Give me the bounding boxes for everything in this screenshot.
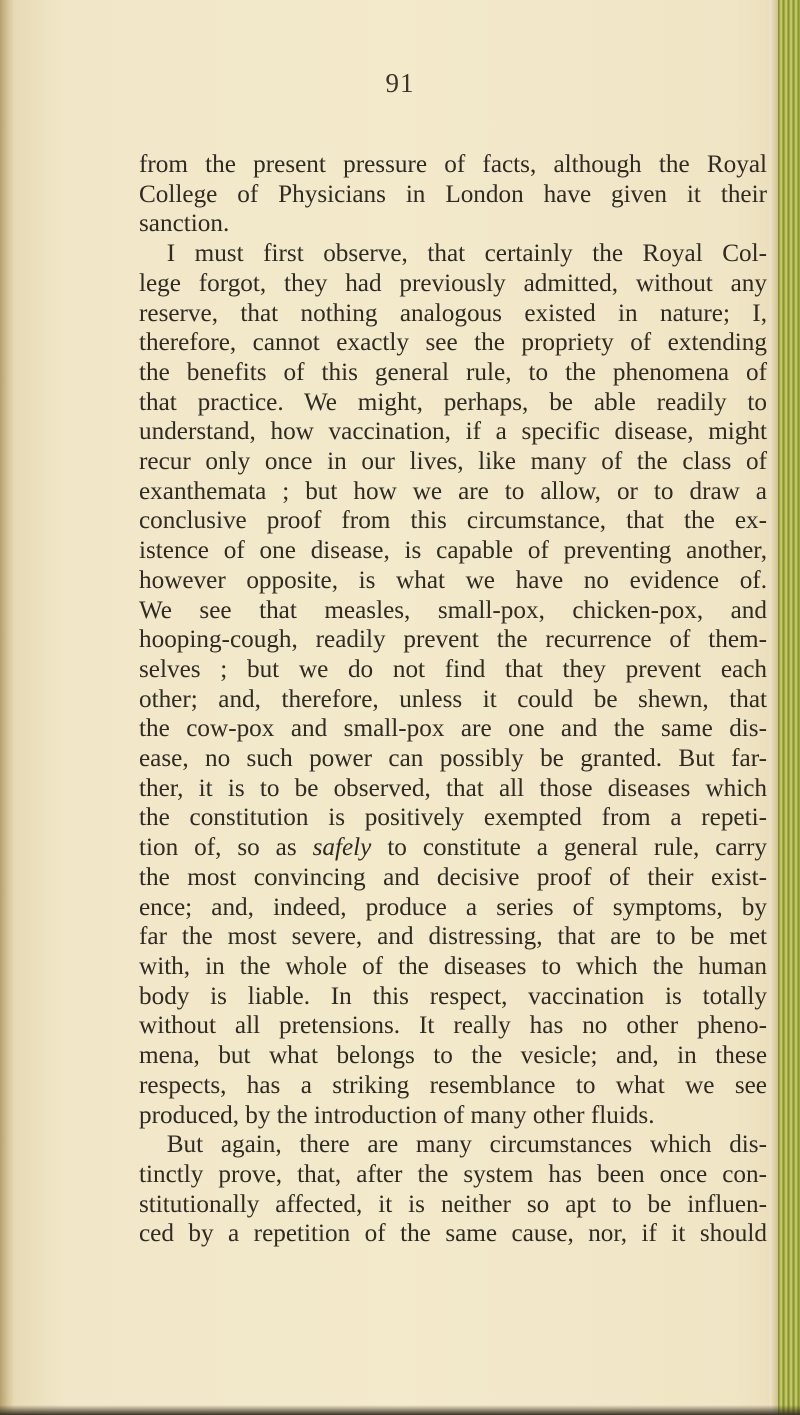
text-line: istence of one disease, is capable of preventing another, <box>139 537 767 565</box>
text-line: lege forgot, they had previously admitted, without any <box>139 269 767 297</box>
text-line: ease, no such power can possibly be granted. But far- <box>139 745 767 773</box>
bottom-shadow <box>0 1405 800 1415</box>
text-line: from the present pressure of facts, although the Royal <box>139 151 767 178</box>
text-line: College of Physicians in London have given it their <box>139 180 767 208</box>
text-line: the most convincing and decisive proof of their exist- <box>139 863 767 891</box>
page-number: 91 <box>385 68 415 98</box>
text-line: recur only once in our lives, like many of the class of <box>139 448 767 476</box>
text-line: the cow-pox and small-pox are one and the same dis- <box>139 715 767 743</box>
text-line: the constitution is positively exempted from a repeti- <box>139 804 767 832</box>
text-line: sanction. <box>139 210 230 238</box>
text-line: hooping-cough, readily prevent the recurrence of them- <box>139 626 767 654</box>
text-segment: to constitute a general rule, carry <box>371 834 768 862</box>
body-text <box>139 150 767 1249</box>
text-line: stitutionally affected, it is neither so apt to be influen- <box>139 1190 767 1218</box>
text-line: tinctly prove, that, after the system has been once con- <box>139 1160 767 1188</box>
text-line: conclusive proof from this circumstance, that the ex- <box>139 507 767 535</box>
text-line <box>139 833 767 863</box>
text-segment: tion of, so as <box>139 834 313 862</box>
text-line: selves ; but we do not find that they prevent each <box>139 655 767 683</box>
text-line: understand, how vaccination, if a specific disease, might <box>139 418 767 446</box>
text-line: I must first observe, that certainly the Royal Col- <box>166 240 767 268</box>
text-line: with, in the whole of the diseases to which the human <box>139 952 767 980</box>
text-line: without all pretensions. It really has no other pheno- <box>139 1012 767 1040</box>
text-line: other; and, therefore, unless it could be shewn, that <box>139 685 767 713</box>
text-line: mena, but what belongs to the vesicle; and, in these <box>139 1042 767 1070</box>
text-line: respects, has a striking resemblance to what we see <box>139 1071 767 1099</box>
text-line: produced, by the introduction of many other fluids. <box>139 1101 655 1129</box>
text-line: ced by a repetition of the same cause, nor, if it should <box>139 1220 767 1248</box>
text-line: the benefits of this general rule, to the phenomena of <box>139 358 767 386</box>
emphasized-word: safely <box>312 834 372 862</box>
text-line: body is liable. In this respect, vaccination is totally <box>139 982 767 1010</box>
page-edge-shadow <box>770 0 778 1415</box>
book-edge-binding <box>778 0 800 1415</box>
text-line: ther, it is to be observed, that all those diseases which <box>139 774 767 802</box>
text-line: reserve, that nothing analogous existed in nature; I, <box>139 299 767 327</box>
page-gutter <box>0 0 14 1415</box>
text-line: that practice. We might, perhaps, be able readily to <box>139 388 767 416</box>
text-line: exanthemata ; but how we are to allow, or to draw a <box>139 477 767 505</box>
text-line: therefore, cannot exactly see the propriety of extending <box>139 329 767 357</box>
text-line: however opposite, is what we have no evidence of. <box>139 566 767 594</box>
text-line: But again, there are many circumstances which dis- <box>166 1131 767 1159</box>
text-line: far the most severe, and distressing, that are to be met <box>139 923 767 951</box>
text-line: We see that measles, small-pox, chicken-pox, and <box>139 596 767 624</box>
text-line: ence; and, indeed, produce a series of symptoms, by <box>139 893 767 921</box>
